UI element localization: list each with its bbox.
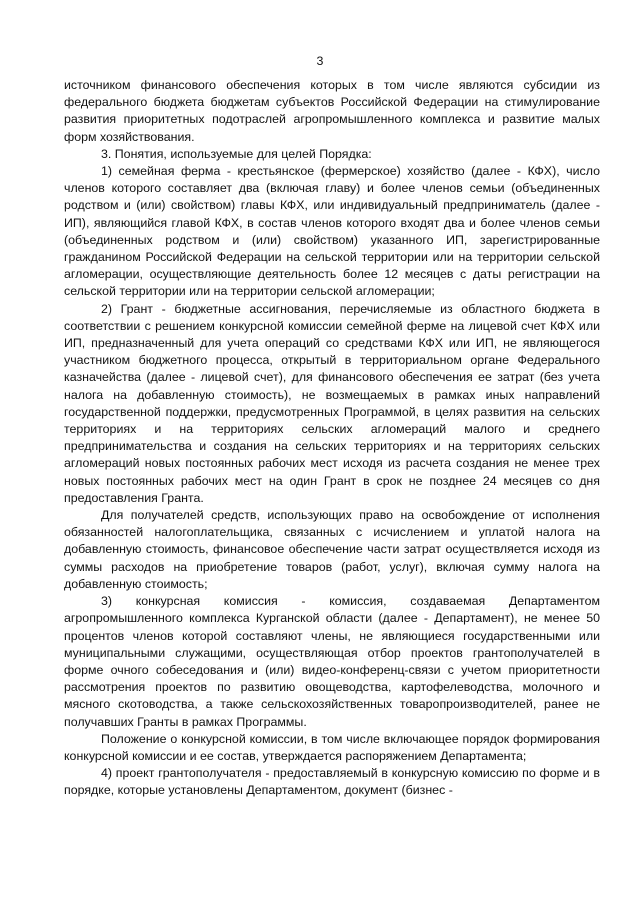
paragraph-definition-family-farm: 1) семейная ферма - крестьянское (фермерское) хозяйство (далее - КФХ), число членов которого составляет два (включая главу) и более членов семьи (объединенных родством и (или) свойством) главы КФХ, или индивидуальный предприниматель (далее - ИП), являющийся главой КФХ, в состав членов которого входят два и более членов семьи (объединенных родством и (или) свойством) указанного ИП, зарегистрированные гражданином Российской Федерации на сельской территории или на территории сельской агломерации, осуществляющие деятельность более 12 месяцев с даты регистрации на сельской территории или на территории сельской агломерации; <box>64 164 600 299</box>
paragraph-definition-project: 4) проект грантополучателя - предоставляемый в конкурсную комиссию по форме и в порядке, которые установлены Департаментом, документ (бизнес - <box>64 766 600 798</box>
paragraph-definition-commission: 3) конкурсная комиссия - комиссия, создаваемая Департаментом агропромышленного комплекса Курганской области (далее - Департамент), не менее 50 процентов членов которой составляют члены, не являющиеся государственными или муниципальными служащими, осуществляющая отбор проектов грантополучателей в форме очного собеседования и (или) видео-конференц-связи с учетом приоритетности рассмотрения проектов по развитию овощеводства, картофелеводства, молочного и мясного скотоводства, а также сельскохозяйственных товаропроизводителей, ранее не получавших Гранты в рамках Программы. <box>64 594 600 729</box>
document-body <box>64 77 600 800</box>
paragraph-definition-grant: 2) Грант - бюджетные ассигнования, перечисляемые из областного бюджета в соответствии с решением конкурсной комиссии семейной ферме на лицевой счет КФХ или ИП, предназначенный для учета операций со средствами КФХ или ИП, не являющегося участником бюджетного процесса, открытый в территориальном органе Федерального казначейства (далее - лицевой счет), для финансового обеспечения ее затрат (без учета налога на добавленную стоимость), не возмещаемых в рамках иных направлений государственной поддержки, предусмотренных Программой, в целях развития на сельских территориях и на территориях сельских агломераций малого и среднего предпринимательства и создания на сельских территориях и на территориях сельских агломераций новых постоянных рабочих мест исходя из расчета создания не менее трех новых постоянных рабочих мест на один Грант в срок не позднее 24 месяцев со дня предоставления Гранта. <box>64 301 600 505</box>
paragraph-vat-exemption: Для получателей средств, использующих право на освобождение от исполнения обязанностей налогоплательщика, связанных с исчислением и уплатой налога на добавленную стоимость, финансовое обеспечение части затрат осуществляется исходя из суммы расходов на приобретение товаров (работ, услуг), включая сумму налога на добавленную стоимость; <box>64 508 600 591</box>
paragraph-continuation: источником финансового обеспечения которых в том числе являются субсидии из федерального бюджета бюджетам субъектов Российской Федерации на стимулирование развития приоритетных подотраслей агропромышленного комплекса и развитие малых форм хозяйствования. <box>64 78 600 144</box>
paragraph-section-3-heading: 3. Понятия, используемые для целей Порядка: <box>101 146 372 161</box>
paragraph-commission-regulation: Положение о конкурсной комиссии, в том числе включающее порядок формирования конкурсной комиссии и ее состав, утверждается распоряжением Департамента; <box>64 731 600 763</box>
page-number: 3 <box>316 54 324 68</box>
